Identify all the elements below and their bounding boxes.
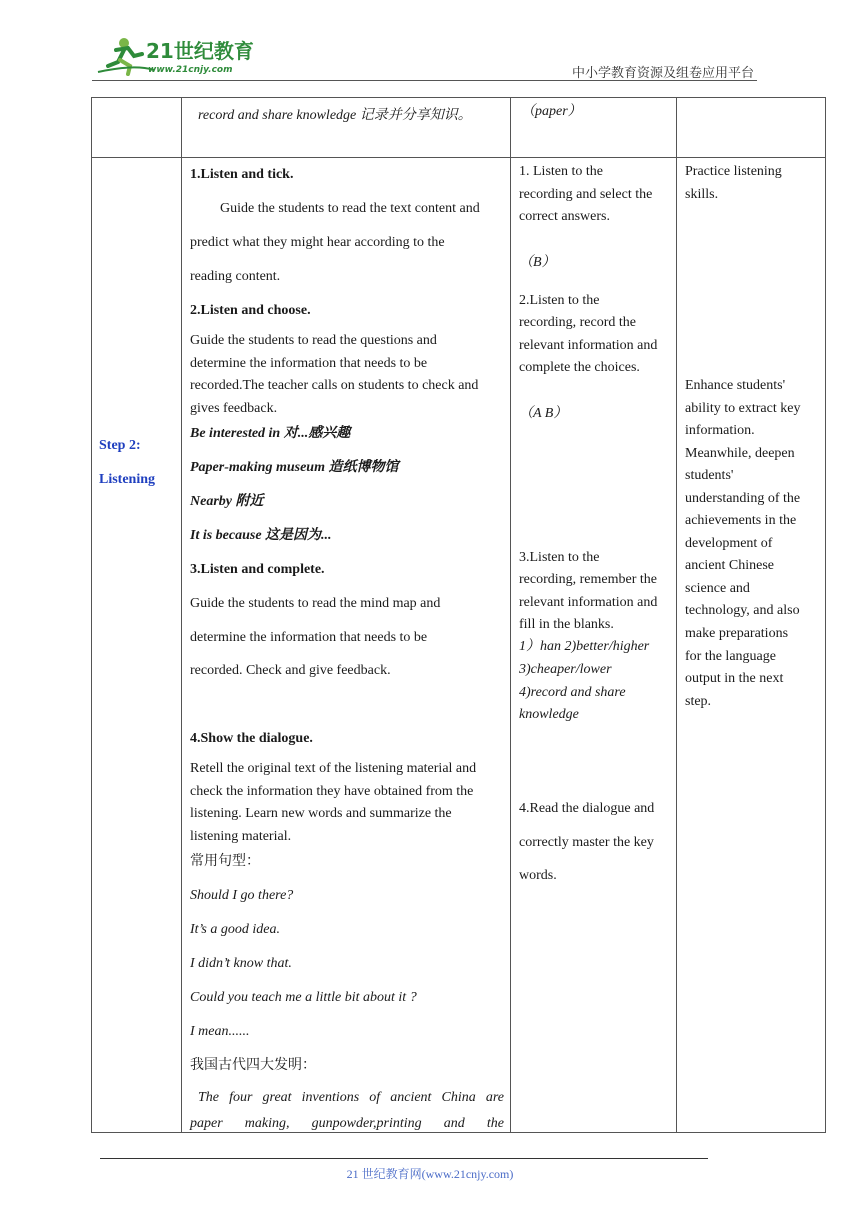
purpose-text: achievements in the <box>685 513 797 528</box>
student-activity-text: recording, record the <box>519 315 636 330</box>
svg-text:www.21cnjy.com: www.21cnjy.com <box>148 65 233 75</box>
footer-divider <box>100 1158 708 1159</box>
header-divider <box>92 80 757 81</box>
answer-text: 4)record and share <box>519 685 626 700</box>
activity-text: check the information they have obtained from the <box>190 784 474 799</box>
sentence-pattern: I didn’t know that. <box>190 956 292 971</box>
header-platform-name: 中小学教育资源及组卷应用平台 <box>571 66 754 81</box>
sentence-pattern: It’s a good idea. <box>190 922 280 937</box>
activity-heading-3: 3.Listen and complete. <box>190 562 325 577</box>
purpose-text: development of <box>685 536 773 551</box>
row-divider <box>91 157 826 158</box>
inventions-text: The four great inventions of ancient China are <box>198 1090 504 1105</box>
activity-text: listening. Learn new words and summarize the <box>190 806 452 821</box>
purpose-text: Enhance students' <box>685 378 786 393</box>
vocabulary-item: Paper-making museum 造纸博物馆 <box>190 460 399 475</box>
activity-text: Guide the students to read the questions and <box>190 333 437 348</box>
student-activity-text: correctly master the key <box>519 835 654 850</box>
purpose-text: understanding of the <box>685 491 801 506</box>
student-activity-text: 2.Listen to the <box>519 293 600 308</box>
student-activity-text: fill in the blanks. <box>519 617 614 632</box>
sentence-patterns-heading: 常用句型： <box>190 853 260 869</box>
runner-logo-icon <box>94 34 264 78</box>
site-logo <box>94 34 264 78</box>
purpose-text: students' <box>685 468 734 483</box>
vocabulary-item: Nearby 附近 <box>190 494 264 509</box>
activity-text: Guide the students to read the text content and <box>220 201 480 216</box>
sentence-pattern: Should I go there? <box>190 888 294 903</box>
step-name: Listening <box>99 472 156 487</box>
purpose-text: information. <box>685 423 755 438</box>
sentence-pattern: Could you teach me a little bit about it ? <box>190 990 417 1005</box>
purpose-text: Meanwhile, deepen <box>685 446 795 461</box>
activity-heading-4: 4.Show the dialogue. <box>190 731 313 746</box>
table-border <box>825 97 826 1133</box>
activity-text: recorded. Check and give feedback. <box>190 663 391 678</box>
step-label: Step 2: <box>99 438 141 453</box>
answer-text: （B） <box>519 255 556 270</box>
student-activity-text: complete the choices. <box>519 360 640 375</box>
table-border <box>91 97 826 98</box>
purpose-text: output in the next <box>685 671 784 686</box>
purpose-text: technology, and also <box>685 603 800 618</box>
answer-text: （A B） <box>519 406 568 421</box>
row1-student-text: （paper） <box>521 104 582 119</box>
student-activity-text: 1. Listen to the <box>519 164 603 179</box>
lesson-table <box>91 97 826 1133</box>
activity-text: determine the information that needs to be <box>190 630 428 645</box>
activity-text: gives feedback. <box>190 401 278 416</box>
activity-text: listening material. <box>190 829 292 844</box>
vocabulary-item: Be interested in 对...感兴趣 <box>190 426 351 441</box>
row1-activity-text: record and share knowledge 记录并分享知识。 <box>198 108 472 123</box>
svg-text:21世纪教育: 21世纪教育 <box>146 39 254 63</box>
activity-text: predict what they might hear according to the <box>190 235 445 250</box>
student-activity-text: correct answers. <box>519 209 610 224</box>
student-activity-text: recording and select the <box>519 187 653 202</box>
purpose-text: science and <box>685 581 750 596</box>
activity-heading-2: 2.Listen and choose. <box>190 303 311 318</box>
sentence-pattern: I mean...... <box>190 1024 250 1039</box>
purpose-text: ability to extract key <box>685 401 801 416</box>
purpose-text: ancient Chinese <box>685 558 775 573</box>
activity-text: Retell the original text of the listening material and <box>190 761 477 776</box>
student-activity-text: words. <box>519 868 557 883</box>
purpose-text: step. <box>685 694 712 709</box>
answer-text: 3)cheaper/lower <box>519 662 612 677</box>
student-activity-text: 4.Read the dialogue and <box>519 801 655 816</box>
purpose-text: for the language <box>685 649 776 664</box>
purpose-text: Practice listening <box>685 164 782 179</box>
activity-text: reading content. <box>190 269 281 284</box>
student-activity-text: relevant information and <box>519 595 658 610</box>
activity-text: determine the information that needs to be <box>190 356 428 371</box>
purpose-text: make preparations <box>685 626 789 641</box>
column-divider <box>510 97 511 1133</box>
vocabulary-item: It is because 这是因为... <box>190 528 332 543</box>
student-activity-text: relevant information and <box>519 338 658 353</box>
answer-text: knowledge <box>519 707 579 722</box>
activity-text: recorded.The teacher calls on students to check and <box>190 378 479 393</box>
answer-text: 1）han 2)better/higher <box>519 639 650 654</box>
inventions-heading: 我国古代四大发明： <box>190 1057 316 1073</box>
footer-link[interactable]: 21 世纪教育网(www.21cnjy.com) <box>346 1167 514 1181</box>
student-activity-text: 3.Listen to the <box>519 550 600 565</box>
activity-text: Guide the students to read the mind map and <box>190 596 441 611</box>
student-activity-text: recording, remember the <box>519 572 657 587</box>
activity-heading-1: 1.Listen and tick. <box>190 167 294 182</box>
inventions-text: paper making, gunpowder,printing and the <box>190 1116 504 1131</box>
purpose-text: skills. <box>685 187 719 202</box>
table-border <box>91 97 92 1133</box>
column-divider <box>181 97 182 1133</box>
column-divider <box>676 97 677 1133</box>
